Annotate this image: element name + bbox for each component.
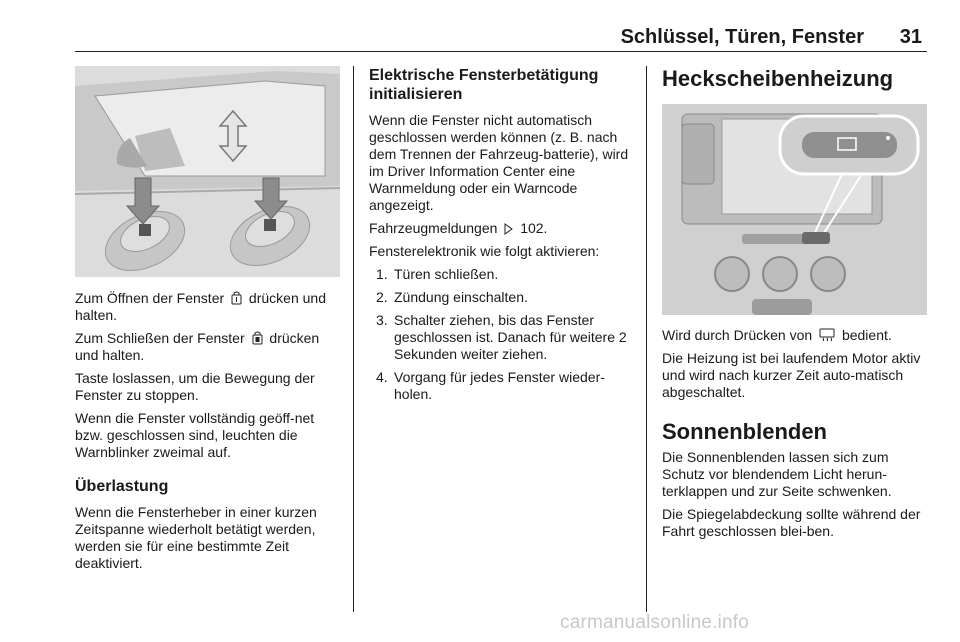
paragraph-activate: Fensterelektronik wie folgt aktivieren: — [369, 243, 600, 259]
defrost-text: Wird durch Drücken von — [662, 327, 813, 343]
paragraph-overload: Wenn die Fensterheber in einer kurzen Zeitspanne wiederholt betätigt werden, werden sie für eine bestimmte Zeit deaktiviert. — [75, 504, 317, 571]
window-open-icon — [231, 291, 242, 305]
paragraph-heating-info: Die Heizung ist bei laufendem Motor aktiv und wird nach kurzer Zeit auto-matisch abgeschaltet. — [662, 350, 921, 400]
step-number: 4. — [376, 369, 388, 385]
close-text-suffix: drücken und halten. — [75, 330, 320, 363]
heading-overload: Überlastung — [75, 478, 169, 495]
vehicle-messages-text: Fahrzeugmeldungen — [369, 220, 498, 236]
heading-rear-window-heating: Heckscheibenheizung — [662, 66, 894, 91]
paragraph-open-windows — [75, 290, 340, 324]
paragraph-vehicle-messages — [369, 220, 631, 237]
watermark: carmanualsonline.info — [560, 612, 750, 633]
paragraph-warning: Wenn die Fenster nicht automatisch geschlossen werden können (z. B. nach dem Trennen der Fahrzeug-batterie), wird im Driver Information Center eine Warnmeldung oder ein Warncode angezeigt. — [369, 112, 629, 213]
list-item — [369, 289, 631, 306]
window-close-icon — [252, 331, 263, 345]
paragraph-hazard: Wenn die Fenster vollständig geöff-net bzw. geschlossen sind, leuchten die Warnblinker zweimal auf. — [75, 410, 315, 460]
heading-initialize: Elektrische Fensterbetätigung initialisieren — [369, 67, 599, 103]
step-number: 1. — [376, 266, 388, 282]
rear-defrost-illustration — [662, 104, 927, 315]
paragraph-sun-visors: Die Sonnenblenden lassen sich zum Schutz vor blendendem Licht herun-terklappen und zur Seite schwenken. — [662, 449, 892, 499]
paragraph-defrost-operation — [662, 327, 927, 344]
steps-list — [369, 266, 631, 403]
paragraph-close-windows — [75, 330, 340, 364]
step-text: Vorgang für jedes Fenster wieder-holen. — [394, 369, 605, 402]
heading-sun-visors: Sonnenblenden — [662, 419, 827, 444]
close-text: Zum Schließen der Fenster — [75, 330, 245, 346]
step-text: Türen schließen. — [394, 266, 499, 282]
open-text-suffix: drücken und halten. — [75, 290, 326, 323]
column-2 — [369, 66, 631, 409]
step-text: Zündung einschalten. — [394, 289, 528, 305]
paragraph-mirror-cover: Die Spiegelabdeckung sollte während der Fahrt geschlossen blei-ben. — [662, 506, 921, 539]
open-text: Zum Öffnen der Fenster — [75, 290, 225, 306]
page-reference-icon — [504, 223, 513, 235]
list-item — [369, 369, 631, 403]
list-item — [369, 312, 631, 363]
header-divider — [75, 51, 927, 52]
list-item — [369, 266, 631, 283]
defrost-text-suffix: bedient. — [841, 327, 892, 343]
rear-defrost-icon — [819, 328, 835, 342]
paragraph-release: Taste loslassen, um die Bewegung der Fenster zu stoppen. — [75, 370, 315, 403]
page-number: 31 — [899, 26, 922, 48]
step-number: 2. — [376, 289, 388, 305]
step-text: Schalter ziehen, bis das Fenster geschlossen ist. Danach für weitere 2 Sekunden weiter ziehen. — [394, 312, 627, 362]
column-divider-1 — [353, 66, 354, 612]
window-switch-illustration — [75, 66, 340, 277]
header-title: Schlüssel, Türen, Fenster — [620, 26, 864, 48]
column-1 — [75, 66, 340, 578]
column-3 — [662, 66, 927, 546]
page-reference: 102. — [520, 220, 548, 236]
step-number: 3. — [376, 312, 388, 328]
column-divider-2 — [646, 66, 647, 612]
